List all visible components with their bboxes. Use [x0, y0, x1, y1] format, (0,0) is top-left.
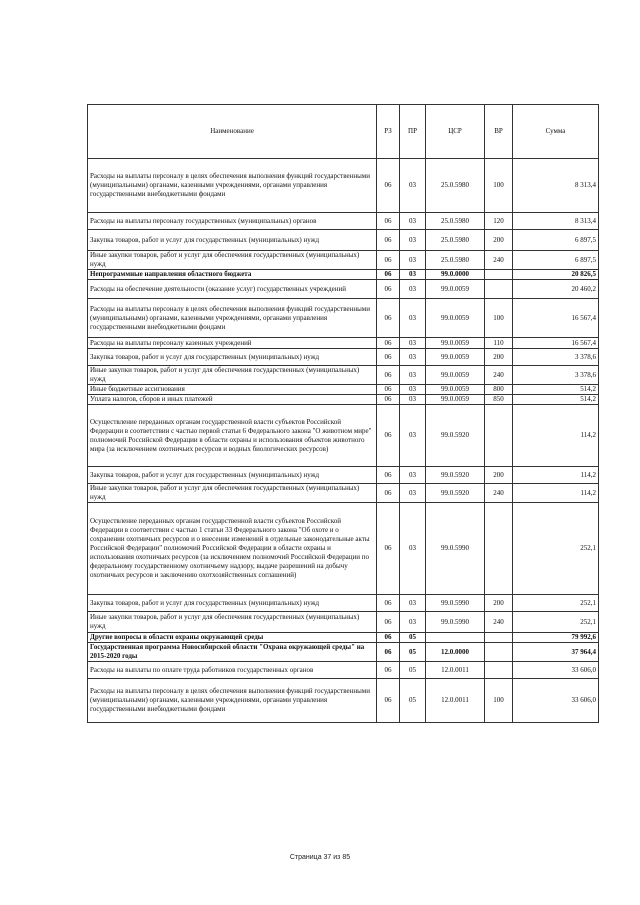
cell-sum: 37 964,4	[513, 643, 599, 662]
table-row	[88, 679, 599, 723]
table-row	[88, 230, 599, 251]
cell-sum: 8 313,4	[513, 213, 599, 230]
table-row	[88, 612, 599, 633]
cell-sum: 3 378,6	[513, 349, 599, 366]
cell-pr: 03	[400, 467, 426, 484]
cell-pr: 03	[400, 159, 426, 213]
cell-pr: 03	[400, 595, 426, 612]
cell-name: Расходы на выплаты персоналу в целях обеспечения выполнения функций государственными (муниципальными) органами, казенными учреждениями, органами управления государственными внебюджетными фондами	[88, 159, 377, 213]
table-row	[88, 280, 599, 299]
cell-pr: 03	[400, 484, 426, 503]
cell-csr: 99.0.5990	[426, 595, 485, 612]
header-csr: ЦСР	[426, 105, 485, 159]
cell-sum: 8 313,4	[513, 159, 599, 213]
cell-csr: 12.0.0011	[426, 662, 485, 679]
cell-vr: 200	[485, 349, 513, 366]
cell-csr: 99.0.5920	[426, 467, 485, 484]
cell-csr: 99.0.0059	[426, 299, 485, 338]
cell-vr: 240	[485, 366, 513, 385]
cell-csr: 99.0.0059	[426, 385, 485, 395]
cell-sum: 6 897,5	[513, 251, 599, 270]
cell-csr: 99.0.5920	[426, 405, 485, 467]
header-sum: Сумма	[513, 105, 599, 159]
cell-vr: 100	[485, 679, 513, 723]
cell-name: Осуществление переданных органам государственной власти субъектов Российской Федерации в соответствии с частью первой статьи 6 Федерального закона "О животном мире" полномочий Российской Федерации в области охраны и использования объектов животного мира (за исключением охотничьих ресурсов и водных биологических ресурсов)	[88, 405, 377, 467]
header-pr: ПР	[400, 105, 426, 159]
cell-rz: 06	[377, 251, 400, 270]
table-row	[88, 484, 599, 503]
cell-vr: 110	[485, 338, 513, 349]
cell-name: Расходы на обеспечение деятельности (оказание услуг) государственных учреждений	[88, 280, 377, 299]
cell-sum: 514,2	[513, 385, 599, 395]
cell-vr: 850	[485, 395, 513, 405]
cell-rz: 06	[377, 405, 400, 467]
table-row	[88, 270, 599, 280]
cell-rz: 06	[377, 366, 400, 385]
cell-rz: 06	[377, 662, 400, 679]
cell-rz: 06	[377, 159, 400, 213]
cell-rz: 06	[377, 338, 400, 349]
cell-vr	[485, 280, 513, 299]
cell-vr: 120	[485, 213, 513, 230]
table-row	[88, 395, 599, 405]
cell-rz: 06	[377, 270, 400, 280]
cell-csr: 99.0.0000	[426, 270, 485, 280]
cell-csr: 25.0.5980	[426, 251, 485, 270]
cell-csr: 12.0.0000	[426, 643, 485, 662]
cell-pr: 03	[400, 612, 426, 633]
cell-sum: 20 460,2	[513, 280, 599, 299]
table-row	[88, 159, 599, 213]
cell-sum: 252,1	[513, 503, 599, 595]
cell-csr: 25.0.5980	[426, 213, 485, 230]
cell-vr	[485, 270, 513, 280]
cell-name: Иные закупки товаров, работ и услуг для обеспечения государственных (муниципальных) нужд	[88, 251, 377, 270]
cell-vr: 200	[485, 230, 513, 251]
cell-sum: 252,1	[513, 595, 599, 612]
cell-name: Непрограммные направления областного бюджета	[88, 270, 377, 280]
cell-sum: 114,2	[513, 405, 599, 467]
cell-csr: 25.0.5980	[426, 230, 485, 251]
cell-pr: 05	[400, 679, 426, 723]
cell-pr: 05	[400, 643, 426, 662]
table-row	[88, 467, 599, 484]
table-row	[88, 213, 599, 230]
cell-name: Другие вопросы в области охраны окружающей среды	[88, 633, 377, 643]
cell-sum: 20 826,5	[513, 270, 599, 280]
cell-vr	[485, 633, 513, 643]
cell-pr: 03	[400, 338, 426, 349]
header-name: Наименование	[88, 105, 377, 159]
cell-sum: 79 992,6	[513, 633, 599, 643]
cell-vr	[485, 405, 513, 467]
cell-rz: 06	[377, 643, 400, 662]
cell-sum: 114,2	[513, 467, 599, 484]
cell-vr	[485, 643, 513, 662]
cell-name: Иные бюджетные ассигнования	[88, 385, 377, 395]
cell-sum: 33 606,0	[513, 679, 599, 723]
cell-sum: 33 606,0	[513, 662, 599, 679]
cell-pr: 03	[400, 349, 426, 366]
page-number: Страница 37 из 85	[289, 854, 351, 861]
cell-vr: 200	[485, 467, 513, 484]
cell-rz: 06	[377, 633, 400, 643]
cell-rz: 06	[377, 679, 400, 723]
cell-pr: 05	[400, 633, 426, 643]
table-row	[88, 251, 599, 270]
cell-vr	[485, 503, 513, 595]
cell-csr: 99.0.5920	[426, 484, 485, 503]
cell-rz: 06	[377, 612, 400, 633]
cell-pr: 03	[400, 299, 426, 338]
cell-csr	[426, 633, 485, 643]
cell-csr: 99.0.0059	[426, 395, 485, 405]
table-row	[88, 349, 599, 366]
header-rz: РЗ	[377, 105, 400, 159]
cell-name: Расходы на выплаты по оплате труда работников государственных органов	[88, 662, 377, 679]
cell-pr: 03	[400, 213, 426, 230]
cell-vr: 800	[485, 385, 513, 395]
cell-rz: 06	[377, 484, 400, 503]
cell-name: Иные закупки товаров, работ и услуг для обеспечения государственных (муниципальных) нужд	[88, 484, 377, 503]
cell-sum: 16 567,4	[513, 338, 599, 349]
cell-sum: 6 897,5	[513, 230, 599, 251]
cell-name: Уплата налогов, сборов и иных платежей	[88, 395, 377, 405]
cell-csr: 99.0.0059	[426, 280, 485, 299]
cell-csr: 99.0.5990	[426, 503, 485, 595]
cell-csr: 12.0.0011	[426, 679, 485, 723]
cell-rz: 06	[377, 395, 400, 405]
cell-vr: 200	[485, 595, 513, 612]
budget-table	[87, 104, 599, 723]
cell-pr: 03	[400, 503, 426, 595]
table-row	[88, 299, 599, 338]
cell-vr: 240	[485, 612, 513, 633]
cell-pr: 03	[400, 230, 426, 251]
cell-pr: 03	[400, 280, 426, 299]
cell-rz: 06	[377, 213, 400, 230]
table-row	[88, 595, 599, 612]
cell-rz: 06	[377, 595, 400, 612]
cell-vr: 240	[485, 251, 513, 270]
cell-pr: 03	[400, 251, 426, 270]
cell-csr: 25.0.5980	[426, 159, 485, 213]
table-row	[88, 366, 599, 385]
cell-pr: 03	[400, 385, 426, 395]
cell-pr: 03	[400, 366, 426, 385]
cell-vr: 100	[485, 299, 513, 338]
cell-csr: 99.0.0059	[426, 349, 485, 366]
table-row	[88, 643, 599, 662]
cell-vr: 240	[485, 484, 513, 503]
cell-rz: 06	[377, 230, 400, 251]
cell-csr: 99.0.0059	[426, 338, 485, 349]
cell-name: Осуществление переданных органам государственной власти субъектов Российской Федерации в соответствии с частью 1 статьи 33 Федерального закона "Об охоте и о сохранении охотничьих ресурсов и о внесении изменений в отдельные законодательные акты Российской Федерации" полномочий Российской Федерации в области охраны и использования охотничьих ресурсов (за исключением полномочий Российской Федерации по федеральному государственному охотничьему надзору, выдаче разрешений на добычу охотничьих ресурсов и заключению охотхозяйственных соглашений)	[88, 503, 377, 595]
cell-rz: 06	[377, 280, 400, 299]
table-row	[88, 385, 599, 395]
cell-name: Расходы на выплаты персоналу в целях обеспечения выполнения функций государственными (муниципальными) органами, казенными учреждениями, органами управления государственными внебюджетными фондами	[88, 299, 377, 338]
table-row	[88, 338, 599, 349]
cell-name: Закупка товаров, работ и услуг для государственных (муниципальных) нужд	[88, 230, 377, 251]
cell-pr: 03	[400, 270, 426, 280]
table-header-row	[88, 105, 599, 159]
cell-vr	[485, 662, 513, 679]
cell-name: Иные закупки товаров, работ и услуг для обеспечения государственных (муниципальных) нужд	[88, 366, 377, 385]
cell-csr: 99.0.0059	[426, 366, 485, 385]
cell-name: Расходы на выплаты персоналу казенных учреждений	[88, 338, 377, 349]
cell-sum: 252,1	[513, 612, 599, 633]
cell-name: Иные закупки товаров, работ и услуг для обеспечения государственных (муниципальных) нужд	[88, 612, 377, 633]
table-row	[88, 503, 599, 595]
cell-pr: 03	[400, 395, 426, 405]
cell-rz: 06	[377, 467, 400, 484]
table-row	[88, 633, 599, 643]
cell-name: Расходы на выплаты персоналу государственных (муниципальных) органов	[88, 213, 377, 230]
cell-rz: 06	[377, 299, 400, 338]
cell-csr: 99.0.5990	[426, 612, 485, 633]
cell-name: Закупка товаров, работ и услуг для государственных (муниципальных) нужд	[88, 595, 377, 612]
table-row	[88, 662, 599, 679]
cell-name: Закупка товаров, работ и услуг для государственных (муниципальных) нужд	[88, 349, 377, 366]
cell-rz: 06	[377, 503, 400, 595]
cell-rz: 06	[377, 385, 400, 395]
header-vr: ВР	[485, 105, 513, 159]
cell-sum: 114,2	[513, 484, 599, 503]
cell-pr: 05	[400, 662, 426, 679]
cell-vr: 100	[485, 159, 513, 213]
cell-name: Государственная программа Новосибирской области "Охрана окружающей среды" на 2015-2020 годы	[88, 643, 377, 662]
cell-sum: 16 567,4	[513, 299, 599, 338]
table-row	[88, 405, 599, 467]
cell-name: Закупка товаров, работ и услуг для государственных (муниципальных) нужд	[88, 467, 377, 484]
cell-sum: 514,2	[513, 395, 599, 405]
cell-rz: 06	[377, 349, 400, 366]
cell-pr: 03	[400, 405, 426, 467]
cell-sum: 3 378,6	[513, 366, 599, 385]
cell-name: Расходы на выплаты персоналу в целях обеспечения выполнения функций государственными (муниципальными) органами, казенными учреждениями, органами управления государственными внебюджетными фондами	[88, 679, 377, 723]
